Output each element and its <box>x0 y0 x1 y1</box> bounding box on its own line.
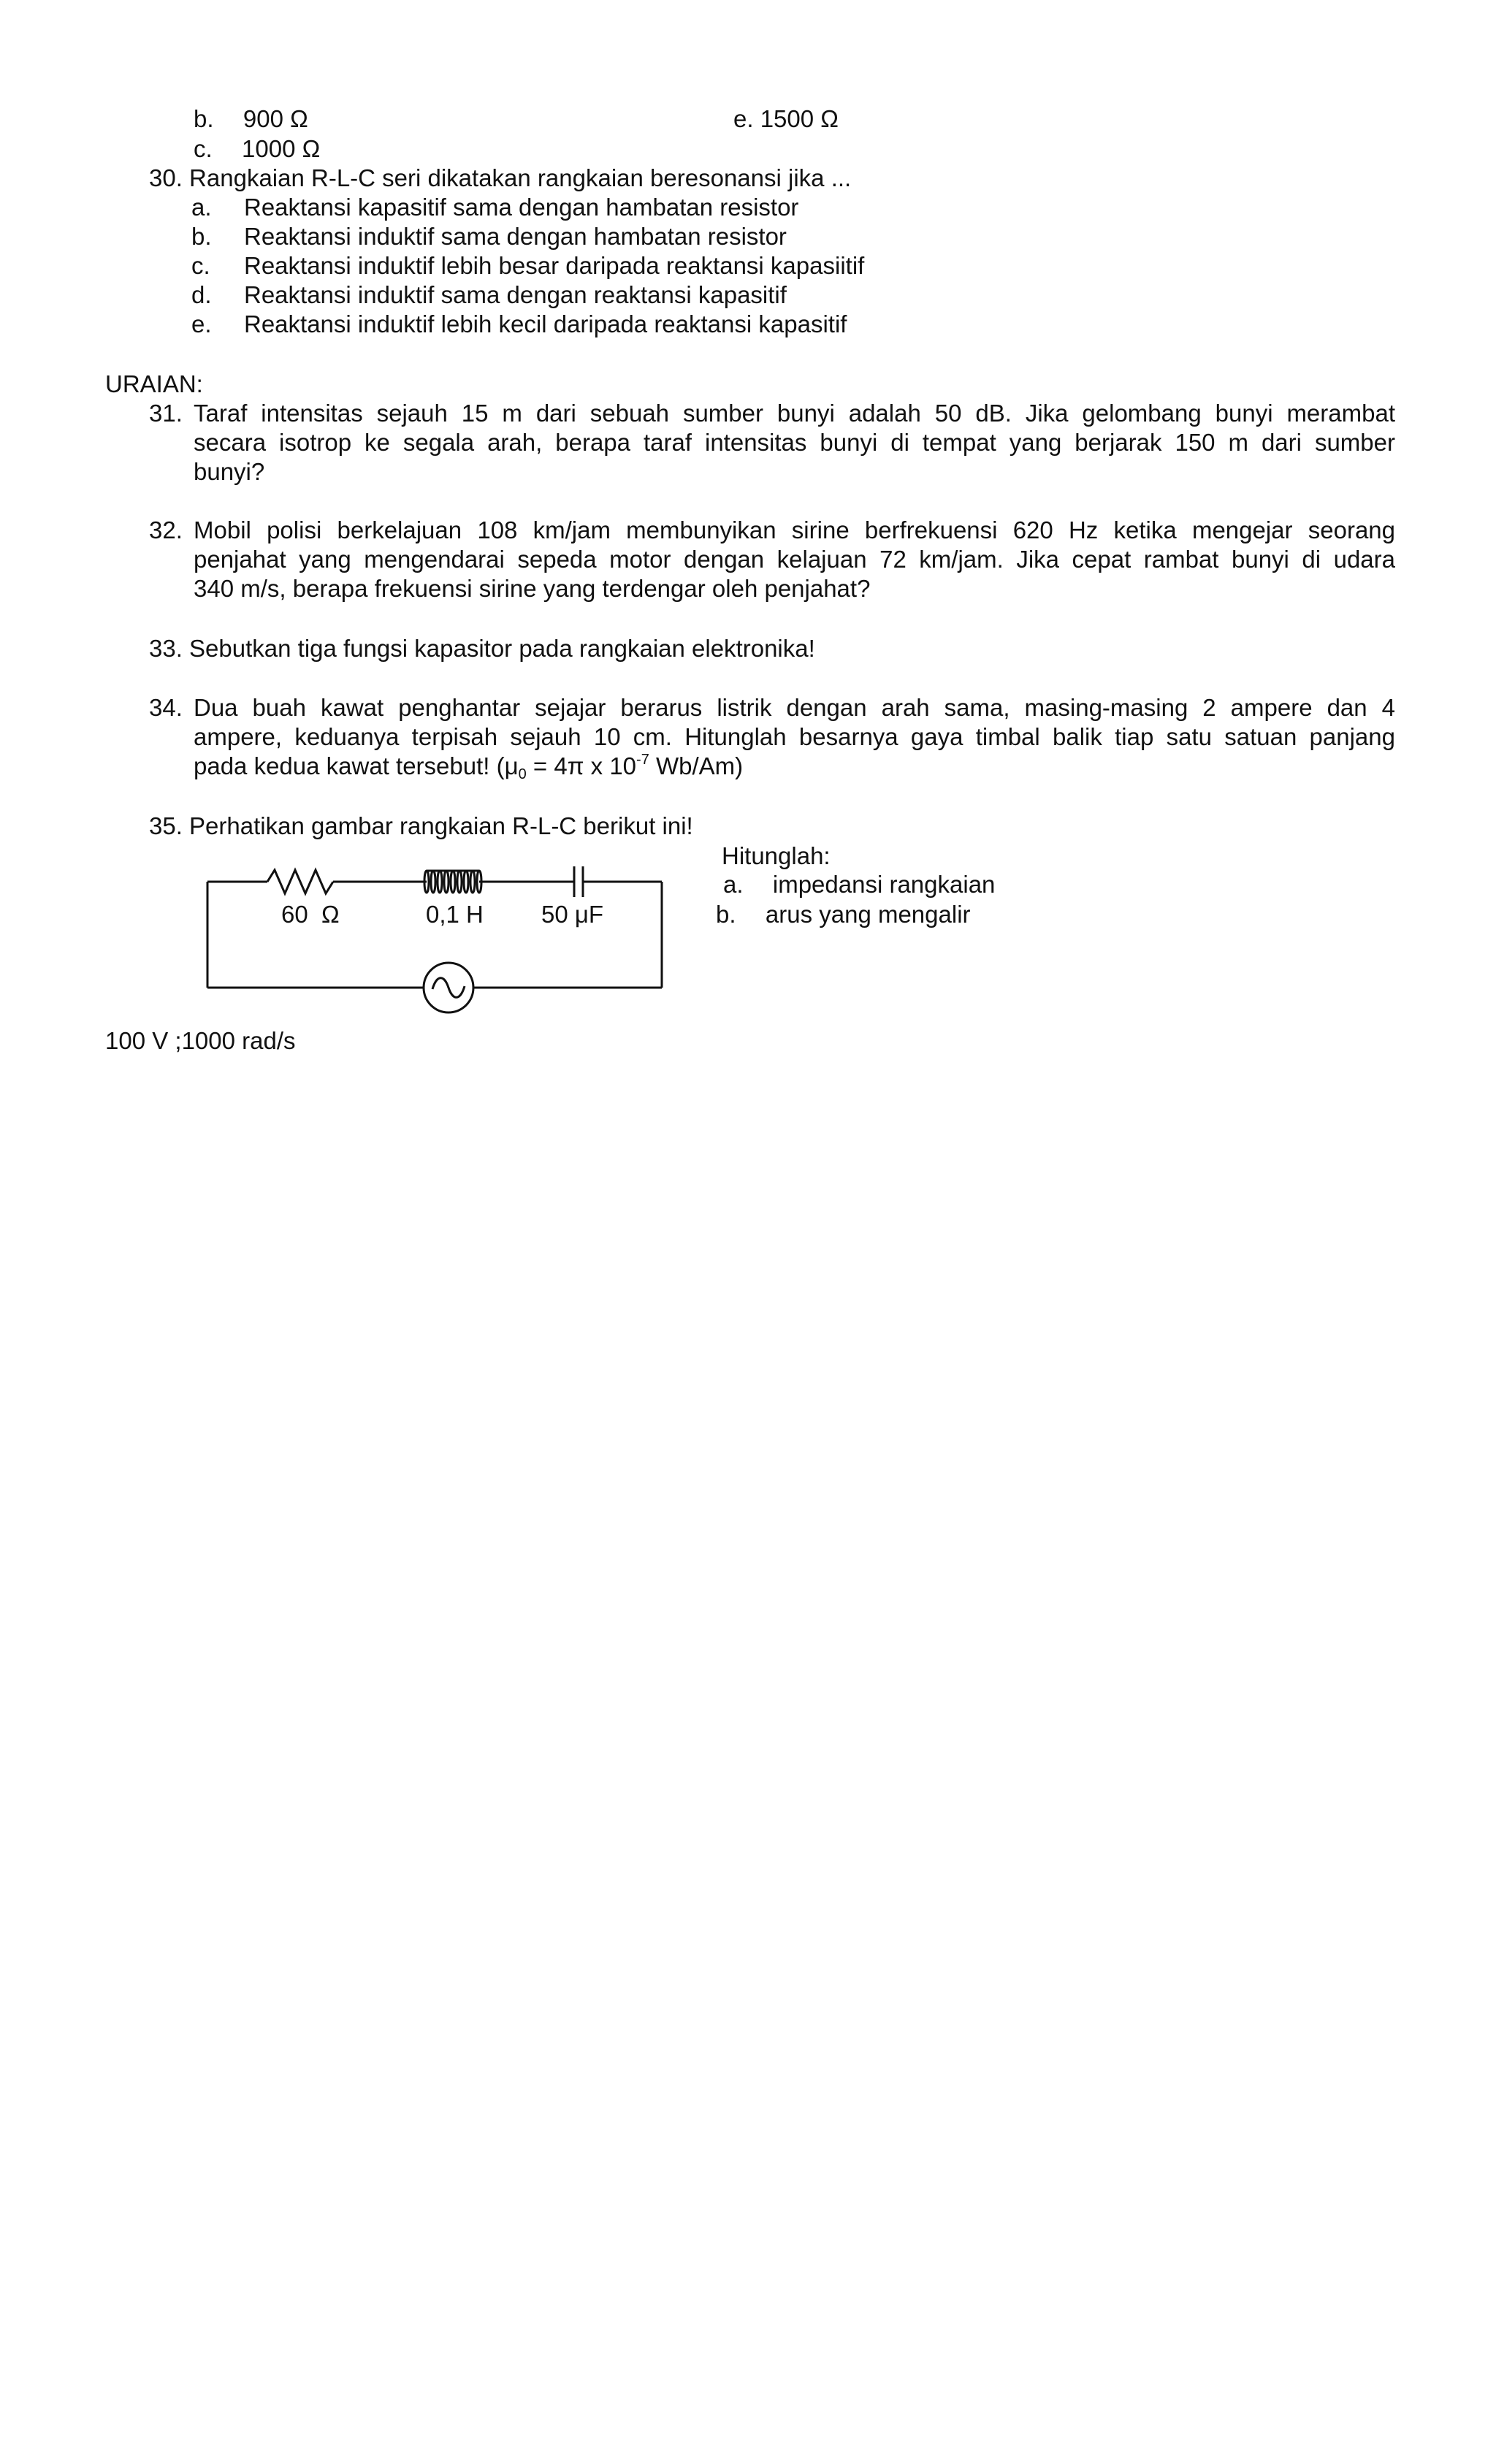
question-line: 340 m/s, berapa frekuensi sirine yang terdengar oleh penjahat? <box>194 575 871 602</box>
resistor-symbol <box>267 870 333 893</box>
option-text: impedansi rangkaian <box>772 871 996 898</box>
option-letter: e. <box>191 310 212 337</box>
question-line: Taraf intensitas sejauh 15 m dari sebuah sumber bunyi adalah 50 dB. Jika gelombang bunyi merambat <box>194 400 1395 427</box>
question-number: 35. <box>149 812 183 839</box>
option-text: arus yang mengalir <box>765 901 971 928</box>
option-text: 900 Ω <box>243 105 308 132</box>
question-line: ampere, keduanya terpisah sejauh 10 cm. Hitunglah besarnya gaya timbal balik tiap satu satuan panjang <box>194 723 1395 750</box>
option-letter: c. <box>194 135 213 162</box>
exponent: -7 <box>636 752 649 768</box>
question-number: 31. <box>149 400 183 427</box>
ac-sine-icon <box>432 978 465 998</box>
question-number: 33. <box>149 635 183 662</box>
question-line: Dua buah kawat penghantar sejajar berarus listrik dengan arah sama, masing-masing 2 ampere dan 4 <box>194 694 1395 721</box>
option-text: Reaktansi induktif lebih besar daripada reaktansi kapasiitif <box>244 252 865 279</box>
question-line: penjahat yang mengendarai sepeda motor dengan kelajuan 72 km/jam. Jika cepat rambat bunyi di udara <box>194 546 1395 573</box>
section-heading: URAIAN: <box>105 370 203 397</box>
option-text: Reaktansi kapasitif sama dengan hambatan resistor <box>244 194 799 221</box>
question-number: 30. <box>149 164 183 191</box>
resistor-label: 60 Ω <box>281 901 340 928</box>
question-line: secara isotrop ke segala arah, berapa taraf intensitas bunyi di tempat yang berjarak 150 m dari sumber <box>194 429 1395 456</box>
option-letter: a. <box>191 194 212 221</box>
option-text: 1500 Ω <box>760 105 839 132</box>
inductor-symbol <box>422 871 485 893</box>
inductor-label: 0,1 H <box>426 901 484 928</box>
option-letter: a. <box>723 871 744 898</box>
option-text: Reaktansi induktif sama dengan hambatan resistor <box>244 223 787 250</box>
formula-mid: = 4π x 10 <box>526 752 637 779</box>
option-text: Reaktansi induktif sama dengan reaktansi kapasitif <box>244 281 787 308</box>
option-letter: c. <box>191 252 210 279</box>
question-text: Sebutkan tiga fungsi kapasitor pada rangkaian elektronika! <box>189 635 815 662</box>
option-letter: b. <box>191 223 212 250</box>
formula-suffix: Wb/Am) <box>649 752 744 779</box>
option-letter: b. <box>194 105 214 132</box>
option-text: 1000 Ω <box>242 135 321 162</box>
question-line: bunyi? <box>194 458 265 485</box>
question-text: Perhatikan gambar rangkaian R-L-C berikut ini! <box>189 812 693 839</box>
option-letter: d. <box>191 281 212 308</box>
mu-subscript: 0 <box>518 766 527 782</box>
rlc-circuit-diagram <box>0 0 1496 1096</box>
capacitor-label: 50 μF <box>541 901 604 928</box>
question-number: 34. <box>149 694 183 721</box>
formula-prefix: pada kedua kawat tersebut! (μ <box>194 752 519 779</box>
question-number: 32. <box>149 516 183 543</box>
option-letter: e. <box>733 105 754 132</box>
hitung-heading: Hitunglah: <box>722 842 831 869</box>
source-label: 100 V ;1000 rad/s <box>105 1027 296 1054</box>
question-text: Rangkaian R-L-C seri dikatakan rangkaian beresonansi jika ... <box>189 164 852 191</box>
option-text: Reaktansi induktif lebih kecil daripada reaktansi kapasitif <box>244 310 847 337</box>
question-line: Mobil polisi berkelajuan 108 km/jam membunyikan sirine berfrekuensi 620 Hz ketika mengejar seorang <box>194 516 1395 543</box>
option-letter: b. <box>716 901 736 928</box>
